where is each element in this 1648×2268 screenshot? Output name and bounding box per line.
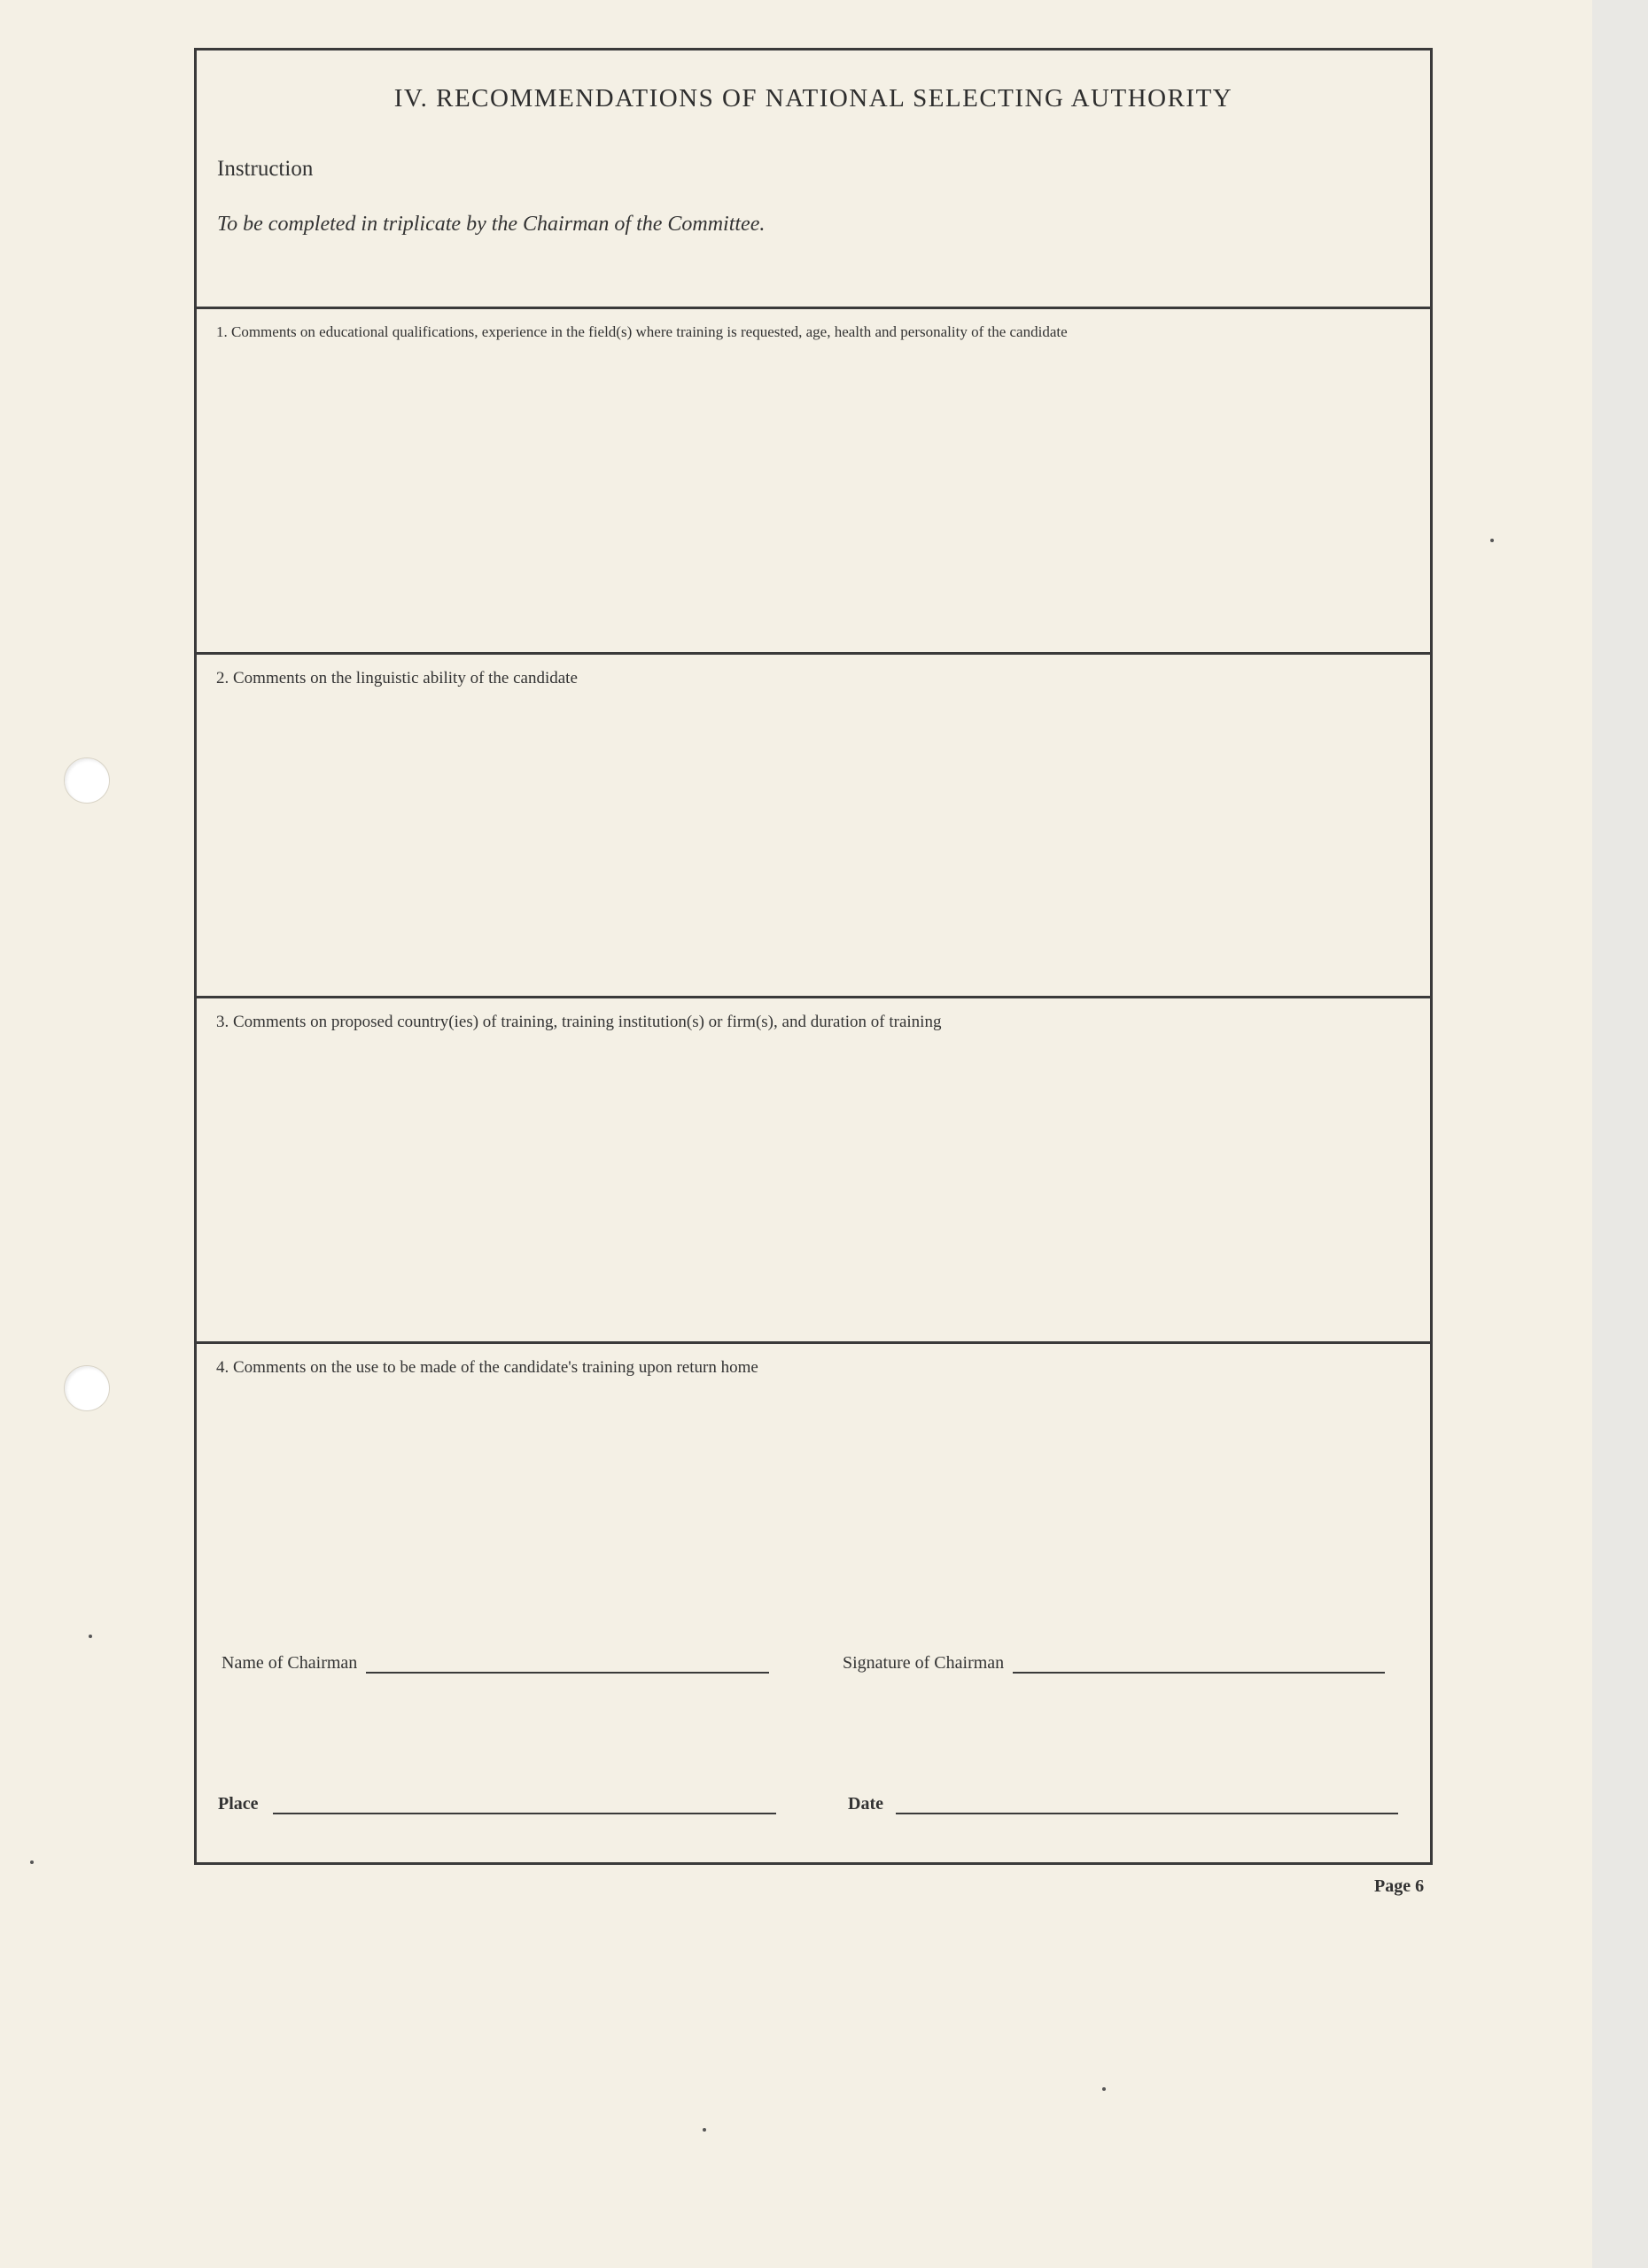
place-field[interactable] xyxy=(218,1793,776,1814)
section-training-proposal[interactable] xyxy=(197,996,1430,1341)
date-label: Date xyxy=(848,1794,883,1814)
paper-speck xyxy=(30,1860,34,1864)
paper-speck xyxy=(703,2128,706,2132)
recommendations-form xyxy=(194,48,1433,1865)
punch-hole-bottom xyxy=(64,1365,110,1411)
section-training-use-label: 4. Comments on the use to be made of the candidate's training upon return home xyxy=(216,1358,758,1377)
chairman-signature-field[interactable] xyxy=(843,1652,1385,1674)
paper-speck xyxy=(89,1635,92,1638)
section-linguistic-ability-label: 2. Comments on the linguistic ability of the candidate xyxy=(216,669,578,687)
chairman-signature-line[interactable] xyxy=(1013,1652,1385,1674)
instruction-label: Instruction xyxy=(217,157,314,181)
chairman-name-label: Name of Chairman xyxy=(222,1653,358,1673)
chairman-signature-label: Signature of Chairman xyxy=(843,1653,1005,1673)
form-title: IV. RECOMMENDATIONS OF NATIONAL SELECTING AUTHORITY xyxy=(393,84,1233,113)
section-training-proposal-label: 3. Comments on proposed country(ies) of training, training institution(s) or firm(s), and duration of training xyxy=(216,1013,942,1031)
scan-background-edge xyxy=(1592,0,1648,2268)
section-qualifications[interactable] xyxy=(197,307,1430,652)
section-linguistic-ability[interactable] xyxy=(197,652,1430,996)
page-number: Page 6 xyxy=(1374,1876,1425,1896)
chairman-name-line[interactable] xyxy=(366,1652,769,1674)
section-qualifications-label: 1. Comments on educational qualifications, experience in the field(s) where training is requested, age, health and personality of the candidate xyxy=(216,323,1068,340)
place-line[interactable] xyxy=(273,1793,776,1814)
paper-speck xyxy=(1102,2087,1106,2091)
date-line[interactable] xyxy=(896,1793,1398,1814)
place-label: Place xyxy=(218,1794,259,1814)
section-training-use[interactable] xyxy=(197,1341,1430,1862)
paper-speck xyxy=(1490,539,1494,542)
date-field[interactable] xyxy=(848,1793,1398,1814)
punch-hole-top xyxy=(64,757,110,804)
instruction-text: To be completed in triplicate by the Chairman of the Committee. xyxy=(217,213,766,236)
chairman-name-field[interactable] xyxy=(222,1652,769,1674)
